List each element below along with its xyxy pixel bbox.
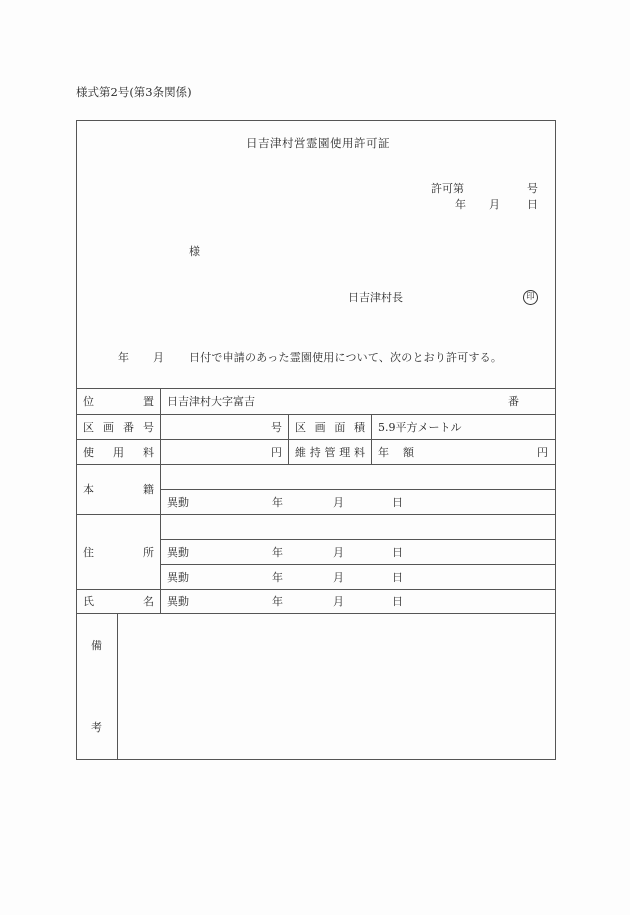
- address-change-row[interactable]: 異動 年 月 日: [167, 546, 403, 559]
- plot-number-label: 区 画 番 号: [83, 420, 154, 434]
- statement-year: 年: [118, 351, 129, 364]
- honseki-field[interactable]: [161, 465, 554, 489]
- permit-number-suffix: 号: [527, 182, 538, 195]
- location-value[interactable]: 日吉津村大字富吉: [167, 395, 255, 408]
- issue-date-day: 日: [527, 198, 538, 211]
- maintenance-fee-field[interactable]: 年 額 円: [378, 445, 548, 459]
- usage-fee-field[interactable]: 円: [271, 445, 282, 459]
- statement-month: 月: [153, 351, 164, 364]
- issue-date-year: 年: [455, 198, 466, 211]
- permit-number-prefix: 許可第: [431, 182, 464, 195]
- address-change-row[interactable]: 異動 年 月 日: [167, 571, 403, 584]
- annual-amount-label: 年 額: [378, 445, 414, 459]
- document-title: 日吉津村営霊園使用許可証: [246, 136, 390, 150]
- maintenance-fee-label: 維 持 管 理 料: [295, 445, 365, 459]
- statement-text: 日付で申請のあった霊園使用について、次のとおり許可する。: [189, 351, 503, 364]
- name-label: 氏 名: [83, 595, 154, 608]
- remarks-field[interactable]: [118, 614, 554, 758]
- location-suffix: 番: [508, 395, 519, 408]
- addressee-suffix: 様: [189, 245, 200, 258]
- plot-area-label: 区 画 面 積: [295, 420, 365, 434]
- location-label: 位 置: [83, 395, 154, 408]
- plot-number-field[interactable]: 号: [271, 420, 282, 434]
- honseki-change-row[interactable]: 異動 年 月 日: [167, 496, 403, 509]
- honseki-label: 本 籍: [83, 483, 154, 496]
- plot-area-value: 5.9平方メートル: [378, 420, 462, 434]
- remarks-label-2: 考: [91, 721, 102, 734]
- form-number: 様式第2号(第3条関係): [76, 85, 192, 99]
- issuer-name: 日吉津村長: [348, 291, 403, 304]
- seal-icon: 印: [523, 290, 538, 305]
- issue-date-month: 月: [489, 198, 500, 211]
- address-field[interactable]: [161, 515, 554, 539]
- usage-fee-label: 使 用 料: [83, 445, 154, 459]
- remarks-label-1: 備: [91, 639, 102, 652]
- address-label: 住 所: [83, 545, 154, 559]
- name-change-row[interactable]: 異動 年 月 日: [167, 595, 403, 608]
- permit-number-field[interactable]: [460, 180, 520, 196]
